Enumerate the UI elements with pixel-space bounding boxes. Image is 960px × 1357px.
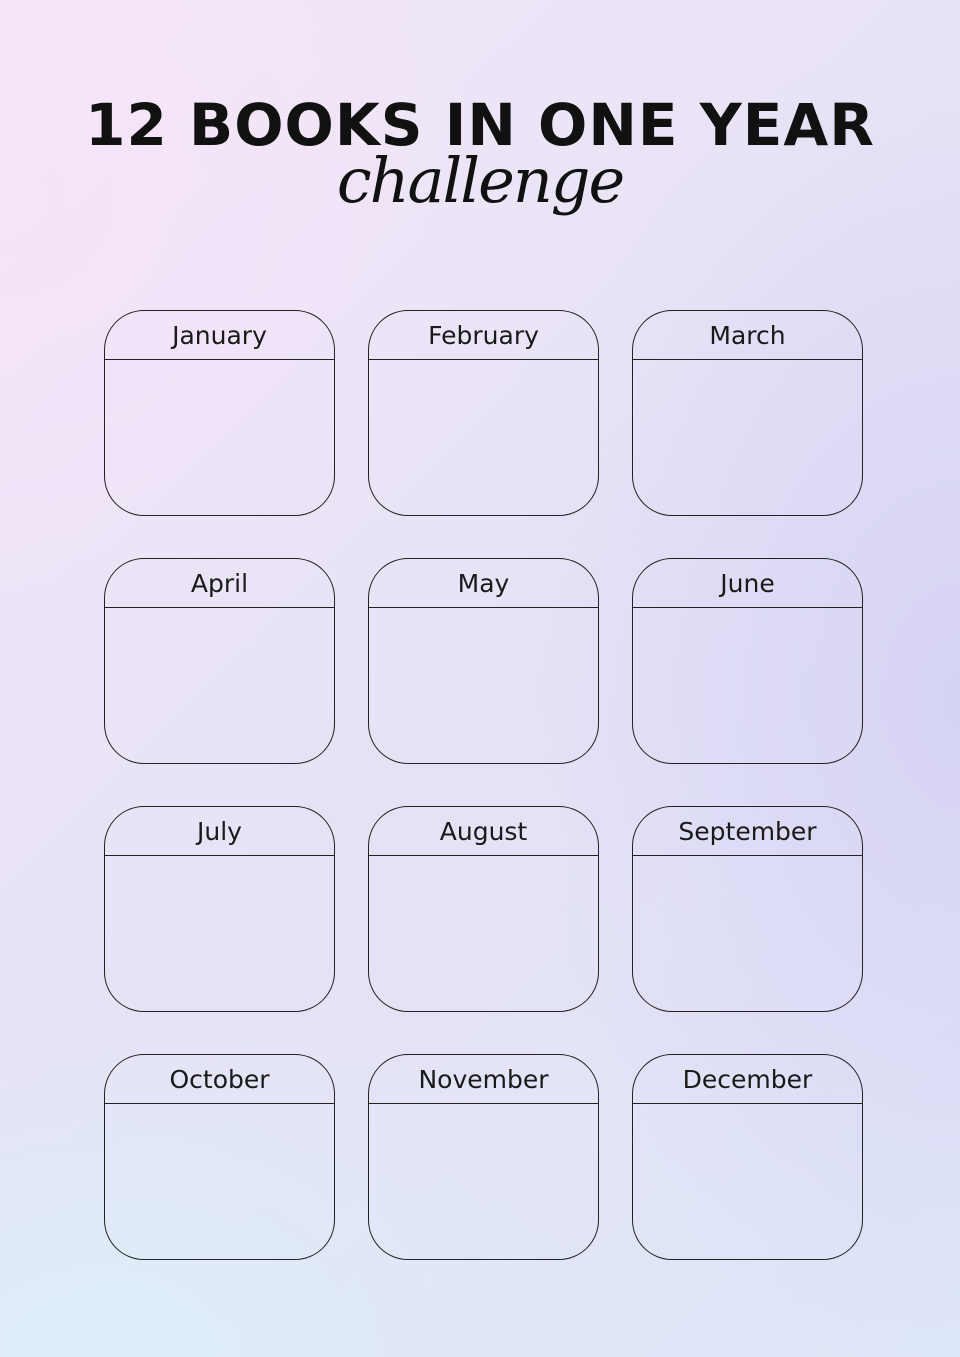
page-title: 12 BOOKS IN ONE YEAR: [85, 91, 875, 159]
month-writing-area[interactable]: [105, 856, 334, 1011]
month-label: August: [439, 816, 528, 846]
month-label: September: [678, 816, 817, 846]
month-label: April: [190, 568, 249, 598]
month-writing-area[interactable]: [369, 1104, 598, 1259]
month-header: [105, 559, 334, 608]
month-header: [105, 1055, 334, 1104]
month-header: [633, 807, 862, 856]
months-grid: [104, 310, 864, 1260]
month-header: [105, 311, 334, 360]
month-box-april[interactable]: [104, 558, 335, 764]
month-label: October: [169, 1064, 270, 1094]
month-label: January: [172, 320, 267, 350]
month-header: [633, 1055, 862, 1104]
month-box-september[interactable]: [632, 806, 863, 1012]
month-box-december[interactable]: [632, 1054, 863, 1260]
month-box-may[interactable]: [368, 558, 599, 764]
month-header: [105, 807, 334, 856]
month-box-july[interactable]: [104, 806, 335, 1012]
month-label: December: [682, 1064, 813, 1094]
month-writing-area[interactable]: [105, 1104, 334, 1259]
month-label: May: [457, 568, 510, 598]
month-writing-area[interactable]: [105, 360, 334, 515]
month-box-january[interactable]: [104, 310, 335, 516]
month-writing-area[interactable]: [369, 608, 598, 763]
month-header: [633, 311, 862, 360]
month-writing-area[interactable]: [633, 856, 862, 1011]
month-header: [369, 311, 598, 360]
page-subtitle: challenge: [336, 144, 624, 217]
month-header: [633, 559, 862, 608]
month-writing-area[interactable]: [369, 360, 598, 515]
month-label: June: [720, 568, 775, 598]
month-label: March: [709, 320, 786, 350]
month-label: November: [418, 1064, 549, 1094]
month-box-march[interactable]: [632, 310, 863, 516]
month-writing-area[interactable]: [633, 360, 862, 515]
month-writing-area[interactable]: [633, 1104, 862, 1259]
month-box-june[interactable]: [632, 558, 863, 764]
month-label: February: [428, 320, 539, 350]
month-header: [369, 559, 598, 608]
month-box-february[interactable]: [368, 310, 599, 516]
month-box-november[interactable]: [368, 1054, 599, 1260]
month-writing-area[interactable]: [105, 608, 334, 763]
month-header: [369, 1055, 598, 1104]
month-writing-area[interactable]: [633, 608, 862, 763]
month-box-october[interactable]: [104, 1054, 335, 1260]
month-header: [369, 807, 598, 856]
month-box-august[interactable]: [368, 806, 599, 1012]
month-label: July: [197, 816, 242, 846]
month-writing-area[interactable]: [369, 856, 598, 1011]
